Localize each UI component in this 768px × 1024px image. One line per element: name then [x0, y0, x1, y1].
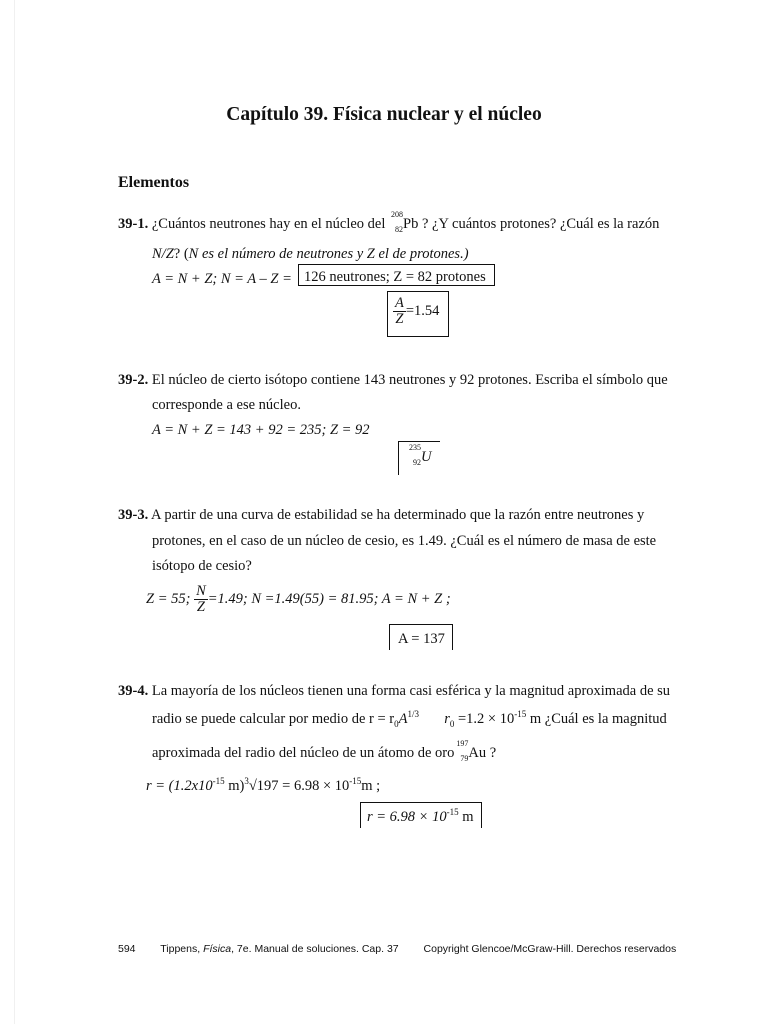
question-text: corresponde a ese núcleo.: [152, 397, 301, 413]
nuclide-symbol: 208 82: [391, 210, 404, 234]
problem-39-1-line2: [152, 245, 469, 263]
answer-box-ratio: [387, 291, 449, 337]
root-index: 3: [244, 776, 249, 787]
page-title: Capítulo 39. Física nuclear y el núcleo: [226, 104, 542, 125]
superscript: -15: [212, 776, 225, 787]
equation: [146, 777, 380, 795]
superscript: -15: [514, 709, 527, 720]
answer-text: A = 137: [398, 631, 445, 647]
formula-part: r: [444, 711, 450, 727]
superscript: -15: [349, 776, 362, 787]
ratio-value: =1.54: [405, 302, 440, 319]
nuclide-symbol: 235 92: [409, 443, 421, 467]
question-text: m ¿Cuál es la magnitud: [526, 711, 667, 727]
equation: A = N + Z = 143 + 92 = 235; Z = 92: [152, 422, 370, 438]
question-text: A partir de una curva de estabilidad se ha determinado que la razón entre neutrones y: [151, 507, 645, 523]
footer-copyright: Copyright Glencoe/McGraw-Hill. Derechos reservados: [423, 943, 677, 955]
ratio-label: N/Z: [152, 246, 174, 262]
answer-box: 126 neutrones; Z = 82 protones: [298, 264, 495, 286]
problem-39-2-line1: [118, 371, 668, 389]
problem-39-4-line1: [118, 682, 670, 700]
question-text: aproximada del radio del núcleo de un átomo de oro: [152, 745, 455, 761]
question-text: isótopo de cesio?: [152, 558, 252, 574]
page-number: 594: [118, 943, 136, 955]
problem-number: 39-3.: [118, 507, 149, 523]
problem-number: 39-4.: [118, 683, 149, 699]
equation: [146, 584, 451, 615]
subscript: 0: [449, 718, 455, 729]
nuclide-symbol: 197 79: [456, 739, 469, 763]
element-symbol: Au: [468, 745, 487, 761]
page-footer: [118, 943, 676, 955]
question-text: ? ¿Y cuántos protones? ¿Cuál es la razón: [421, 216, 660, 232]
equation-part: =1.49; N =1.49(55) = 81.95; A = N + Z ;: [207, 590, 451, 607]
problem-39-4-line2: [152, 710, 667, 733]
fraction: $\frac{N}{Z}$: [196, 583, 206, 615]
page-edge: [14, 0, 15, 1024]
formula-part: A: [398, 711, 408, 727]
problem-number: 39-2.: [118, 372, 149, 388]
definition-note: N es el número de neutrones y Z el de protones.): [188, 246, 469, 262]
equation-part: Z = 55;: [146, 590, 191, 607]
element-symbol: U: [421, 449, 432, 465]
section-heading: Elementos: [118, 174, 190, 191]
question-text: ? (: [173, 246, 189, 262]
question-text: ¿Cuántos neutrones hay en el núcleo del: [151, 216, 386, 232]
formula-part: =1.2 × 10: [454, 711, 515, 727]
equation-part: √197 = 6.98 × 10: [248, 778, 350, 794]
element-symbol: Pb: [403, 216, 419, 232]
superscript: 1/3: [407, 709, 419, 720]
question-text: ?: [486, 745, 497, 761]
footer-book: , 7e. Manual de soluciones. Cap. 37: [231, 943, 399, 955]
equation-part: r = (1.2x10: [146, 778, 213, 794]
problem-number: 39-1.: [118, 216, 149, 232]
subscript: 0: [394, 718, 399, 729]
question-text: La mayoría de los núcleos tienen una forma casi esférica y la magnitud aproximada de su: [151, 683, 671, 699]
answer-box: [389, 624, 453, 650]
question-text: radio se puede calcular por medio de r = r: [152, 711, 395, 727]
question-text: El núcleo de cierto isótopo contiene 143 neutrones y 92 protones. Escriba el símbolo que: [151, 372, 668, 388]
answer-text: m: [458, 809, 474, 825]
footer-book-title: Física: [203, 943, 232, 955]
equation: A = N + Z; N = A – Z =: [152, 271, 292, 287]
problem-39-1-line1: [118, 210, 660, 234]
equation-part: m): [224, 778, 245, 794]
fraction: $\frac{A}{Z}$: [395, 295, 404, 327]
equation-part: m ;: [361, 778, 381, 794]
footer-book: Tippens,: [160, 943, 204, 955]
answer-box: [398, 441, 440, 475]
answer-box: [360, 802, 482, 828]
answer-text: r = 6.98 × 10: [367, 809, 447, 825]
problem-39-3-line1: [118, 506, 644, 524]
problem-39-4-line3: [152, 739, 497, 763]
question-text: protones, en el caso de un núcleo de cesio, es 1.49. ¿Cuál es el número de masa de este: [152, 533, 657, 549]
superscript: -15: [446, 807, 459, 818]
